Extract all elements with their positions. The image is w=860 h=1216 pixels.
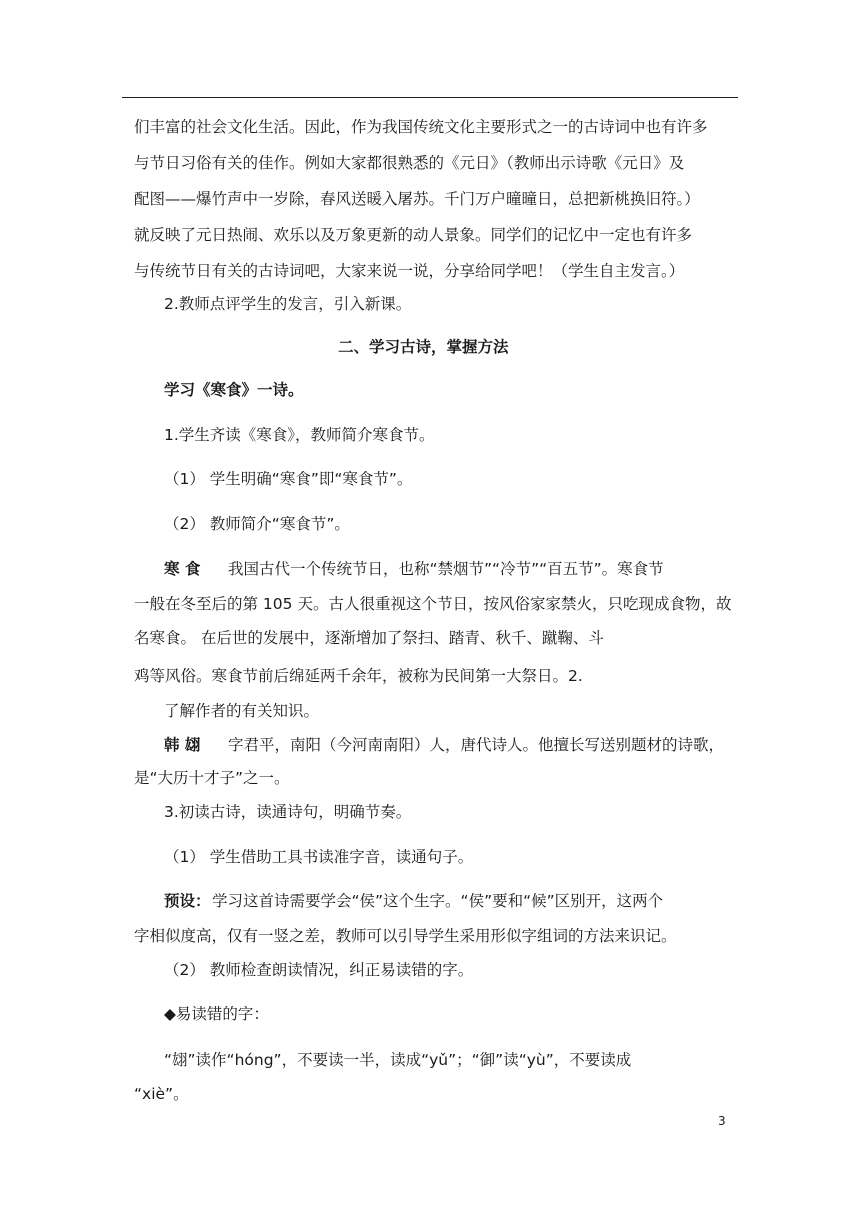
preset-line-2: 字相似度高，仅有一竖之差，教师可以引导学生采用形似字组词的方法来识记。: [134, 927, 677, 945]
hanshi-term: 寒 食: [164, 560, 201, 578]
misread-line-1: “翃”读作“hóng”，不要读一半，读成“yǔ”；“御”读“yù”，不要读成: [164, 1051, 632, 1069]
hanhong-line-2: 是“大历十才子”之一。: [134, 769, 290, 787]
misread-title: ◆易读错的字：: [164, 1005, 269, 1023]
poem-intro: 学习《寒食》一诗。: [164, 381, 304, 399]
item-2: 2.教师点评学生的发言，引入新课。: [164, 295, 412, 313]
intro-line-1: 们丰富的社会文化生活。因此，作为我国传统文化主要形式之一的古诗词中也有许多: [134, 118, 708, 136]
intro-line-2: 与节日习俗有关的佳作。例如大家都很熟悉的《元日》（教师出示诗歌《元日》及: [134, 154, 685, 172]
preset-label: 预设：: [164, 892, 211, 910]
step-3-a: （1） 学生借助工具书读准字音，读通句子。: [164, 848, 474, 866]
intro-line-5: 与传统节日有关的古诗词吧，大家来说一说，分享给同学吧！（学生自主发言。）: [134, 262, 685, 280]
intro-line-3: 配图——爆竹声中一岁除，春风送暖入屠苏。千门万户曈曈日，总把新桃换旧符。）: [134, 190, 700, 208]
hanhong-term: 韩 翃: [164, 736, 201, 754]
page-number: 3: [718, 1114, 726, 1128]
intro-line-4: 就反映了元日热闹、欢乐以及万象更新的动人景象。同学们的记忆中一定也有许多: [134, 226, 693, 244]
hanshi-line-4: 鸡等风俗。寒食节前后绵延两千余年，被称为民间第一大祭日。2.: [134, 667, 583, 685]
misread-line-2: “xiè”。: [134, 1085, 189, 1103]
hanhong-line-1: 字君平，南阳（今河南南阳）人，唐代诗人。他擅长写送别题材的诗歌，: [228, 736, 725, 754]
preset-line-1: 学习这首诗需要学会“侯”这个生字。“侯”要和“候”区别开，这两个: [212, 892, 664, 910]
hanshi-line-3: 名寒食。 在后世的发展中，逐渐增加了祭扫、踏青、秋千、蹴鞠、斗: [134, 629, 604, 647]
section-heading: 二、学习古诗，掌握方法: [338, 338, 509, 356]
step-1-a: （1） 学生明确“寒食”即“寒食节”。: [164, 470, 413, 488]
header-rule: [122, 97, 738, 98]
step-1: 1.学生齐读《寒食》，教师简介寒食节。: [164, 426, 435, 444]
step-3: 3.初读古诗，读通诗句，明确节奏。: [164, 803, 412, 821]
step-1-b: （2） 教师简介“寒食节”。: [164, 515, 350, 533]
hanshi-line-1: 我国古代一个传统节日，也称“禁烟节”“冷节”“百五节”。寒食节: [228, 560, 664, 578]
hanshi-line-2: 一般在冬至后的第 105 天。古人很重视这个节日，按风俗家家禁火，只吃现成食物，故: [134, 595, 732, 613]
step-3-b: （2） 教师检查朗读情况，纠正易读错的字。: [164, 961, 474, 979]
hanshi-line-5: 了解作者的有关知识。: [164, 702, 320, 720]
